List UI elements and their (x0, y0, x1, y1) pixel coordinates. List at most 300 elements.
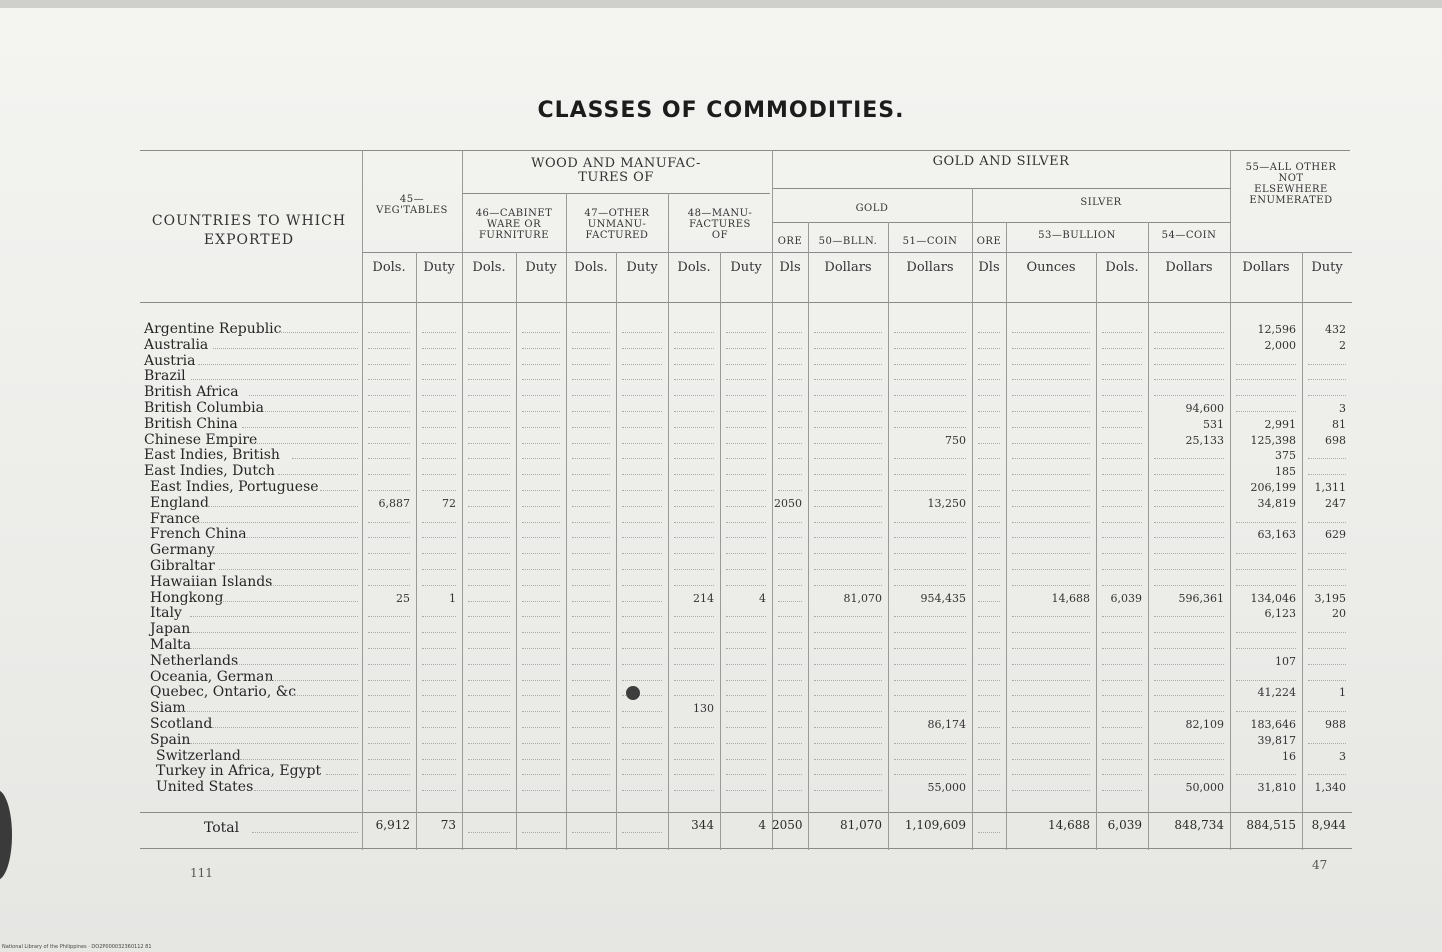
empty-cell (674, 790, 714, 791)
empty-cell (674, 474, 714, 475)
empty-cell (522, 632, 560, 633)
empty-cell (1012, 616, 1090, 617)
country-name: France (150, 511, 200, 527)
col48-header: 48—MANU- FACTURES OF (687, 208, 753, 241)
empty-cell (978, 537, 1000, 538)
empty-cell (622, 364, 662, 365)
empty-cell (1012, 537, 1090, 538)
empty-cell (522, 790, 560, 791)
table-row (0, 433, 1442, 448)
empty-cell (674, 632, 714, 633)
empty-cell (978, 743, 1000, 744)
empty-cell (572, 711, 610, 712)
empty-cell (572, 616, 610, 617)
empty-cell (778, 490, 802, 491)
table-row (0, 480, 1442, 495)
empty-cell (468, 759, 510, 760)
country-name: Hawaiian Islands (150, 574, 273, 590)
empty-cell (468, 411, 510, 412)
empty-cell (978, 411, 1000, 412)
unit-label: Dols. (372, 260, 406, 275)
empty-cell (894, 364, 966, 365)
empty-cell (978, 553, 1000, 554)
table-row (0, 591, 1442, 606)
empty-cell (978, 680, 1000, 681)
empty-cell (1012, 711, 1090, 712)
empty-cell (422, 664, 456, 665)
empty-cell (522, 490, 560, 491)
empty-cell (894, 711, 966, 712)
empty-cell (1154, 474, 1224, 475)
empty-cell (814, 537, 882, 538)
empty-cell (894, 664, 966, 665)
table-cell: 375 (1275, 449, 1296, 462)
table-cell: 86,174 (927, 718, 966, 731)
empty-cell (1308, 632, 1346, 633)
table-cell: 107 (1275, 655, 1296, 668)
empty-cell (622, 774, 662, 775)
empty-cell (674, 537, 714, 538)
table-cell: 4 (759, 592, 766, 605)
empty-cell (368, 711, 410, 712)
empty-cell (1012, 379, 1090, 380)
empty-cell (368, 411, 410, 412)
empty-cell (674, 695, 714, 696)
table-cell: 988 (1325, 718, 1346, 731)
empty-cell (1102, 680, 1142, 681)
empty-cell (1012, 727, 1090, 728)
empty-cell (814, 411, 882, 412)
empty-cell (368, 743, 410, 744)
leader-dots (191, 379, 358, 380)
empty-cell (1102, 522, 1142, 523)
empty-cell (368, 348, 410, 349)
country-name: Spain (150, 732, 191, 748)
empty-cell (674, 364, 714, 365)
empty-cell (894, 458, 966, 459)
empty-cell (622, 601, 662, 602)
empty-cell (468, 537, 510, 538)
col47-header: 47—OTHER UNMANU- FACTURED (584, 208, 650, 241)
empty-cell (368, 553, 410, 554)
total-cell: 2050 (772, 818, 803, 832)
empty-cell (468, 569, 510, 570)
country-name: Chinese Empire (144, 432, 258, 448)
empty-cell (522, 648, 560, 649)
empty-cell (1102, 585, 1142, 586)
empty-cell (368, 364, 410, 365)
empty-cell (1012, 474, 1090, 475)
empty-cell (1154, 616, 1224, 617)
empty-cell (978, 379, 1000, 380)
table-cell: 25,133 (1185, 434, 1224, 447)
leader-dots (183, 711, 358, 712)
country-name: British Columbia (144, 400, 264, 416)
empty-cell (1102, 553, 1142, 554)
empty-cell (726, 395, 766, 396)
empty-cell (422, 348, 456, 349)
unit-label: Duty (525, 260, 557, 275)
empty-cell (622, 585, 662, 586)
empty-cell (572, 474, 610, 475)
empty-cell (622, 506, 662, 507)
table-row (0, 385, 1442, 400)
empty-cell (572, 411, 610, 412)
leader-dots (212, 601, 358, 602)
col46-header: 46—CABINET WARE OR FURNITURE (475, 208, 553, 241)
empty-cell (674, 774, 714, 775)
empty-cell (422, 537, 456, 538)
empty-cell (778, 585, 802, 586)
empty-cell (894, 411, 966, 412)
empty-cell (1102, 379, 1142, 380)
table-cell: 16 (1282, 750, 1296, 763)
empty-cell (1012, 680, 1090, 681)
empty-cell (674, 411, 714, 412)
empty-cell (572, 569, 610, 570)
empty-cell (622, 411, 662, 412)
empty-cell (978, 506, 1000, 507)
empty-cell (1102, 411, 1142, 412)
table-cell: 698 (1325, 434, 1346, 447)
table-cell: 206,199 (1250, 481, 1296, 494)
empty-cell (422, 490, 456, 491)
empty-cell (572, 395, 610, 396)
empty-cell (1236, 395, 1296, 396)
unit-label: Duty (423, 260, 455, 275)
empty-cell (522, 711, 560, 712)
empty-cell (522, 759, 560, 760)
empty-cell (978, 632, 1000, 633)
empty-cell (674, 759, 714, 760)
col50-header: 50—BLLN. (818, 236, 878, 247)
empty-cell (894, 759, 966, 760)
empty-cell (572, 759, 610, 760)
country-name: East Indies, Dutch (144, 463, 275, 479)
leader-dots (219, 569, 358, 570)
country-name: Turkey in Africa, Egypt (156, 763, 322, 779)
country-name: Italy (150, 605, 182, 621)
empty-cell (522, 506, 560, 507)
empty-cell (622, 632, 662, 633)
empty-cell (622, 443, 662, 444)
leader-dots (198, 364, 358, 365)
country-name: Netherlands (150, 653, 239, 669)
empty-cell (1102, 759, 1142, 760)
table-row (0, 717, 1442, 732)
empty-cell (622, 537, 662, 538)
empty-cell (468, 553, 510, 554)
unit-label: Ounces (1026, 260, 1076, 275)
table-cell: 81,070 (843, 592, 882, 605)
empty-cell (522, 348, 560, 349)
leader-dots (190, 648, 358, 649)
table-cell: 1,311 (1314, 481, 1346, 494)
empty-cell (778, 790, 802, 791)
empty-cell (422, 648, 456, 649)
empty-cell (894, 537, 966, 538)
table-row (0, 448, 1442, 463)
empty-cell (978, 395, 1000, 396)
empty-cell (778, 348, 802, 349)
empty-cell (814, 427, 882, 428)
empty-cell (674, 648, 714, 649)
total-cell: 73 (440, 818, 456, 832)
table-row (0, 733, 1442, 748)
table-row (0, 764, 1442, 779)
empty-cell (522, 553, 560, 554)
empty-cell (1102, 616, 1142, 617)
empty-cell (468, 664, 510, 665)
empty-cell (1308, 680, 1346, 681)
empty-cell (726, 364, 766, 365)
empty-cell (814, 648, 882, 649)
empty-cell (468, 443, 510, 444)
empty-cell (814, 553, 882, 554)
empty-cell (522, 569, 560, 570)
empty-cell (422, 790, 456, 791)
empty-cell (1236, 522, 1296, 523)
leader-dots (239, 759, 358, 760)
empty-cell (674, 443, 714, 444)
empty-cell (522, 364, 560, 365)
empty-cell (894, 695, 966, 696)
empty-cell (522, 616, 560, 617)
empty-cell (572, 832, 610, 833)
empty-cell (1154, 395, 1224, 396)
leader-dots (190, 632, 358, 633)
empty-cell (978, 443, 1000, 444)
empty-cell (978, 774, 1000, 775)
empty-cell (572, 364, 610, 365)
empty-cell (1154, 569, 1224, 570)
country-name: East Indies, British (144, 447, 280, 463)
empty-cell (1012, 774, 1090, 775)
empty-cell (778, 332, 802, 333)
empty-cell (468, 774, 510, 775)
empty-cell (468, 427, 510, 428)
table-cell: 55,000 (927, 781, 966, 794)
empty-cell (422, 680, 456, 681)
empty-cell (622, 427, 662, 428)
empty-cell (726, 774, 766, 775)
empty-cell (422, 774, 456, 775)
empty-cell (814, 490, 882, 491)
empty-cell (814, 332, 882, 333)
total-cell: 884,515 (1246, 818, 1296, 832)
table-row (0, 701, 1442, 716)
empty-cell (978, 427, 1000, 428)
empty-cell (674, 506, 714, 507)
empty-cell (1102, 537, 1142, 538)
empty-cell (814, 727, 882, 728)
empty-cell (622, 458, 662, 459)
leader-dots (262, 680, 358, 681)
empty-cell (1154, 743, 1224, 744)
empty-cell (622, 522, 662, 523)
empty-cell (814, 711, 882, 712)
empty-cell (1012, 585, 1090, 586)
leader-dots (240, 537, 358, 538)
empty-cell (572, 522, 610, 523)
gold-header: GOLD (855, 203, 889, 214)
table-row (0, 527, 1442, 542)
empty-cell (1236, 569, 1296, 570)
empty-cell (978, 727, 1000, 728)
empty-cell (572, 585, 610, 586)
ink-blot (626, 686, 640, 700)
empty-cell (622, 569, 662, 570)
table-row (0, 780, 1442, 795)
wood-group-header: WOOD AND MANUFAC- TURES OF (531, 156, 701, 185)
empty-cell (1012, 458, 1090, 459)
empty-cell (978, 569, 1000, 570)
empty-cell (814, 569, 882, 570)
empty-cell (1154, 585, 1224, 586)
empty-cell (522, 443, 560, 444)
empty-cell (522, 601, 560, 602)
empty-cell (674, 585, 714, 586)
empty-cell (978, 616, 1000, 617)
empty-cell (726, 616, 766, 617)
empty-cell (368, 680, 410, 681)
unit-label: Dls (779, 260, 801, 275)
empty-cell (368, 427, 410, 428)
leader-dots (249, 395, 358, 396)
empty-cell (1102, 506, 1142, 507)
empty-cell (814, 395, 882, 396)
empty-cell (674, 616, 714, 617)
empty-cell (1236, 585, 1296, 586)
empty-cell (468, 348, 510, 349)
unit-label: Dollars (1165, 260, 1213, 275)
empty-cell (468, 585, 510, 586)
empty-cell (726, 585, 766, 586)
total-cell: 848,734 (1174, 818, 1224, 832)
country-name: Australia (144, 337, 209, 353)
unit-label: Dls (978, 260, 1000, 275)
total-cell: 344 (691, 818, 714, 832)
table-cell: 14,688 (1051, 592, 1090, 605)
empty-cell (468, 695, 510, 696)
table-cell: 432 (1325, 323, 1346, 336)
empty-cell (422, 522, 456, 523)
empty-cell (1154, 680, 1224, 681)
table-cell: 531 (1203, 418, 1224, 431)
table-cell: 25 (396, 592, 410, 605)
empty-cell (622, 711, 662, 712)
empty-cell (778, 443, 802, 444)
empty-cell (894, 490, 966, 491)
empty-cell (368, 379, 410, 380)
empty-cell (622, 790, 662, 791)
empty-cell (1308, 711, 1346, 712)
country-name: French China (150, 526, 247, 542)
empty-cell (674, 553, 714, 554)
empty-cell (1236, 648, 1296, 649)
empty-cell (522, 458, 560, 459)
table-cell: 20 (1332, 607, 1346, 620)
empty-cell (1154, 648, 1224, 649)
empty-cell (1012, 490, 1090, 491)
table-cell: 596,361 (1178, 592, 1224, 605)
leader-dots (197, 522, 358, 523)
empty-cell (522, 680, 560, 681)
empty-cell (814, 443, 882, 444)
empty-cell (1154, 632, 1224, 633)
empty-cell (778, 427, 802, 428)
empty-cell (978, 601, 1000, 602)
table-row (0, 638, 1442, 653)
empty-cell (468, 632, 510, 633)
total-cell: 8,944 (1311, 818, 1346, 832)
empty-cell (814, 743, 882, 744)
country-name: British China (144, 416, 238, 432)
table-cell: 12,596 (1257, 323, 1296, 336)
empty-cell (1102, 348, 1142, 349)
empty-cell (522, 537, 560, 538)
empty-cell (726, 553, 766, 554)
empty-cell (726, 506, 766, 507)
empty-cell (1102, 427, 1142, 428)
unit-label: Dollars (906, 260, 954, 275)
empty-cell (1102, 474, 1142, 475)
empty-cell (368, 616, 410, 617)
empty-cell (1308, 458, 1346, 459)
empty-cell (1308, 522, 1346, 523)
empty-cell (1154, 332, 1224, 333)
empty-cell (572, 348, 610, 349)
empty-cell (1012, 332, 1090, 333)
leader-dots (278, 474, 358, 475)
empty-cell (674, 332, 714, 333)
empty-cell (778, 648, 802, 649)
empty-cell (778, 664, 802, 665)
table-row (0, 622, 1442, 637)
empty-cell (726, 427, 766, 428)
table-cell: 954,435 (920, 592, 966, 605)
empty-cell (726, 411, 766, 412)
empty-cell (368, 490, 410, 491)
empty-cell (1102, 490, 1142, 491)
empty-cell (522, 695, 560, 696)
table-row (0, 575, 1442, 590)
leader-dots (213, 348, 358, 349)
empty-cell (468, 680, 510, 681)
empty-cell (1308, 774, 1346, 775)
table-cell: 72 (442, 497, 456, 510)
empty-cell (468, 743, 510, 744)
empty-cell (468, 364, 510, 365)
empty-cell (572, 743, 610, 744)
empty-cell (572, 537, 610, 538)
empty-cell (778, 553, 802, 554)
empty-cell (422, 743, 456, 744)
empty-cell (894, 332, 966, 333)
empty-cell (422, 759, 456, 760)
empty-cell (368, 332, 410, 333)
empty-cell (674, 490, 714, 491)
empty-cell (778, 601, 802, 602)
table-cell: 41,224 (1257, 686, 1296, 699)
empty-cell (778, 695, 802, 696)
empty-cell (622, 379, 662, 380)
table-row (0, 654, 1442, 669)
countries-header: COUNTRIES TO WHICH EXPORTED (151, 213, 347, 248)
empty-cell (1012, 759, 1090, 760)
empty-cell (468, 395, 510, 396)
empty-cell (422, 632, 456, 633)
